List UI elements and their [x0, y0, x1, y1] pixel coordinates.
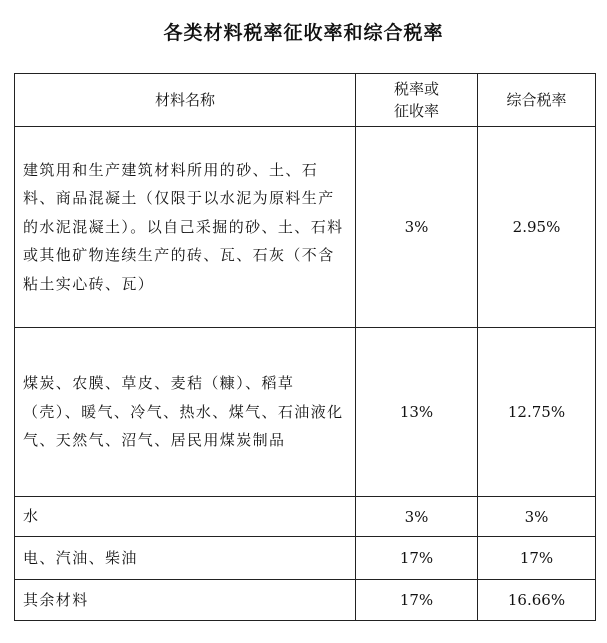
composite-rate-cell: 16.66% — [478, 580, 596, 621]
table-header-row — [15, 74, 596, 127]
table-row — [15, 328, 596, 497]
composite-rate-cell: 3% — [478, 497, 596, 537]
material-name-cell: 其余材料 — [15, 580, 356, 621]
table-row — [15, 127, 596, 328]
header-rate-line1: 税率或 — [393, 80, 439, 98]
material-name-cell: 电、汽油、柴油 — [15, 537, 356, 580]
header-rate — [356, 74, 478, 127]
header-rate-line2: 征收率 — [393, 102, 439, 120]
page-title: 各类材料税率征收率和综合税率 — [163, 22, 444, 44]
rate-cell: 3% — [356, 497, 478, 537]
rate-cell: 17% — [356, 580, 478, 621]
rate-cell: 3% — [356, 127, 478, 328]
table-row — [15, 537, 596, 580]
header-material-name: 材料名称 — [15, 74, 356, 127]
material-name-cell: 水 — [15, 497, 356, 537]
composite-rate-cell: 12.75% — [478, 328, 596, 497]
composite-rate-cell: 2.95% — [478, 127, 596, 328]
material-name-cell: 建筑用和生产建筑材料所用的砂、土、石料、商品混凝土（仅限于以水泥为原料生产的水泥混凝土）。以自己采掘的砂、土、石料或其他矿物连续生产的砖、瓦、石灰（不含粘土实心砖、瓦） — [15, 127, 356, 328]
composite-rate-cell: 17% — [478, 537, 596, 580]
material-name-cell: 煤炭、农膜、草皮、麦秸（糠）、稻草（壳）、暖气、冷气、热水、煤气、石油液化气、天然气、沼气、居民用煤炭制品 — [15, 328, 356, 497]
tax-rate-table — [14, 73, 596, 621]
table-row — [15, 497, 596, 537]
table-row — [15, 580, 596, 621]
rate-cell: 13% — [356, 328, 478, 497]
header-composite-rate: 综合税率 — [478, 74, 596, 127]
rate-cell: 17% — [356, 537, 478, 580]
